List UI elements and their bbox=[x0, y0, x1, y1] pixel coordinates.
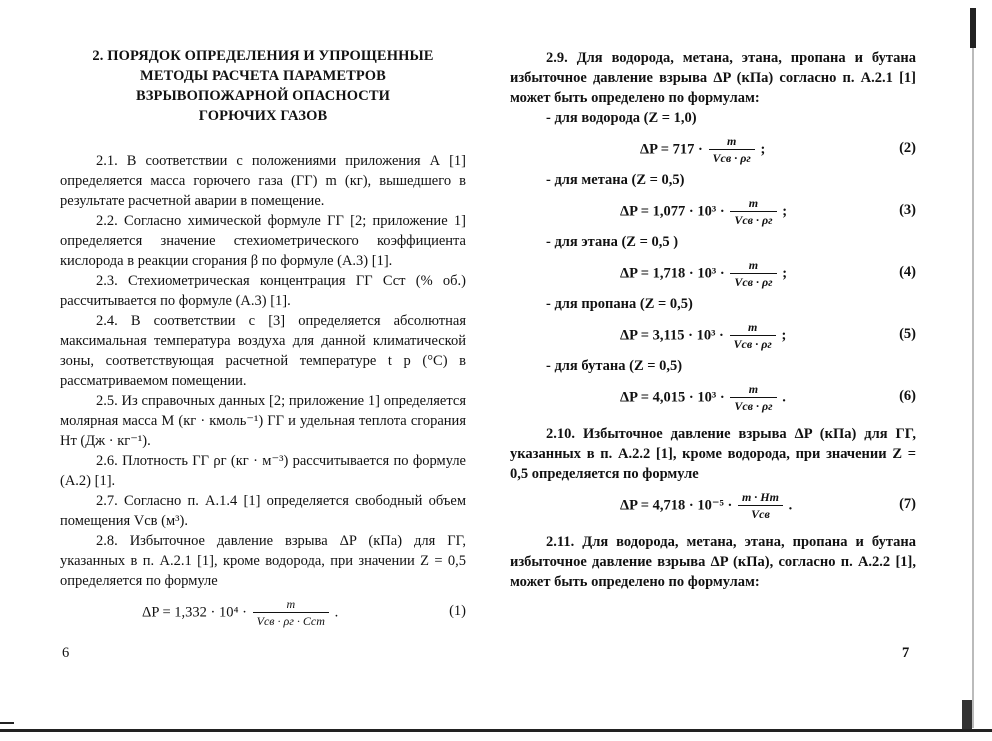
formula-2-lhs: ΔP = 717 · bbox=[640, 141, 703, 158]
formula-7-numerator: m · Hт bbox=[738, 490, 783, 506]
formula-6-expression bbox=[620, 382, 786, 414]
paragraph-2-4: 2.4. В соответствии с [3] определяется абсолютная максимальная температура воздуха для данной климатической зоны, соответствующая расчетной температуре t р (°С) в рассматриваемом помещении. bbox=[60, 313, 466, 389]
scan-edge-bottom-mark bbox=[962, 700, 972, 730]
paragraph-2-6: 2.6. Плотность ГГ ρг (кг · м⁻³) рассчитывается по формуле (А.2) [1]. bbox=[60, 453, 466, 489]
formula-4-lhs: ΔP = 1,718 · 10³ · bbox=[620, 265, 725, 282]
formula-1-fraction bbox=[253, 597, 329, 629]
formula-5-expression bbox=[620, 320, 786, 352]
paragraph-2-9: 2.9. Для водорода, метана, этана, пропана и бутана избыточное давление взрыва ΔP (кПа) согласно п. А.2.1 [1] может быть определено по формулам: bbox=[510, 50, 916, 106]
formula-5-lhs: ΔP = 3,115 · 10³ · bbox=[620, 327, 724, 344]
formula-5-denominator: Vсв · ρг bbox=[733, 337, 772, 351]
formula-5-end: ; bbox=[781, 327, 787, 344]
formula-3-expression bbox=[620, 196, 787, 228]
formula-4-end: ; bbox=[782, 265, 788, 282]
formula-1-numerator: m bbox=[253, 597, 329, 613]
formula-6 bbox=[510, 376, 916, 418]
formula-7-number: (7) bbox=[899, 496, 916, 512]
formula-7-denominator: Vсв bbox=[751, 507, 770, 521]
formula-6-fraction bbox=[730, 382, 776, 414]
formula-1-lhs: ΔP = 1,332 · 10⁴ · bbox=[142, 604, 247, 621]
paragraph-2-2: 2.2. Согласно химической формуле ГГ [2; приложение 1] определяется значение стехиометрического коэффициента кислорода в реакции сгорания β по формуле (А.3) [1]. bbox=[60, 213, 466, 269]
left-page bbox=[60, 0, 466, 633]
left-body bbox=[60, 151, 466, 633]
formula-4-number: (4) bbox=[899, 264, 916, 280]
formula-1 bbox=[60, 591, 466, 633]
formula-6-lhs: ΔP = 4,015 · 10³ · bbox=[620, 389, 725, 406]
formula-6-number: (6) bbox=[899, 388, 916, 404]
formula-5-fraction bbox=[730, 320, 776, 352]
paragraph-2-11: 2.11. Для водорода, метана, этана, пропана и бутана избыточное давление взрыва ΔP (кПа), согласно п. А.2.2 [1], может быть определено по формулам: bbox=[510, 534, 916, 590]
formula-1-expression bbox=[142, 597, 338, 629]
formula-7 bbox=[510, 484, 916, 526]
formula-2 bbox=[510, 128, 916, 170]
formula-3 bbox=[510, 190, 916, 232]
formula-7-end: . bbox=[788, 497, 793, 514]
formula-2-end: ; bbox=[760, 141, 766, 158]
formula-2-denominator: Vсв · ρг bbox=[712, 151, 751, 165]
formula-6-numerator: m bbox=[730, 382, 776, 398]
formula-3-end: ; bbox=[782, 203, 788, 220]
paragraph-2-5: 2.5. Из справочных данных [2; приложение 1] определяется молярная масса M (кг · кмоль⁻¹) ГГ и удельная теплота сгорания Hт (Дж · кг⁻¹). bbox=[60, 393, 466, 449]
formula-2-expression bbox=[640, 134, 765, 166]
formula-3-numerator: m bbox=[730, 196, 776, 212]
case-label-propane: - для пропана (Z = 0,5) bbox=[546, 296, 693, 312]
case-label-butane: - для бутана (Z = 0,5) bbox=[546, 358, 683, 374]
paragraph-2-3: 2.3. Стехиометрическая концентрация ГГ Сст (% об.) рассчитывается по формуле (А.3) [1]. bbox=[60, 273, 466, 309]
paragraph-2-8: 2.8. Избыточное давление взрыва ΔP (кПа) для ГГ, указанных в п. А.2.1 [1], кроме водорода, при значении Z = 0,5 определяется по формуле bbox=[60, 533, 466, 589]
formula-3-denominator: Vсв · ρг bbox=[734, 213, 773, 227]
formula-3-fraction bbox=[730, 196, 776, 228]
right-page bbox=[510, 0, 916, 592]
title-line-4: ГОРЮЧИХ ГАЗОВ bbox=[198, 108, 328, 124]
scan-edge-line bbox=[972, 48, 974, 728]
case-label-ethane: - для этана (Z = 0,5 ) bbox=[546, 234, 679, 250]
formula-4-denominator: Vсв · ρг bbox=[734, 275, 773, 289]
scan-bottom-tick bbox=[0, 722, 14, 724]
case-label-methane: - для метана (Z = 0,5) bbox=[546, 172, 685, 188]
page-number-left: 6 bbox=[62, 645, 70, 661]
formula-2-numerator: m bbox=[709, 134, 755, 150]
formula-7-lhs: ΔP = 4,718 · 10⁻⁵ · bbox=[620, 497, 733, 514]
formula-2-fraction bbox=[709, 134, 755, 166]
paragraph-2-1: 2.1. В соответствии с положениями приложения А [1] определяется масса горючего газа (ГГ) m (кг), вышедшего в результате расчетной аварии в помещение. bbox=[60, 153, 466, 209]
formula-1-denominator: Vсв · ρг · Cст bbox=[256, 614, 325, 628]
formula-4-numerator: m bbox=[730, 258, 776, 274]
formula-7-fraction bbox=[738, 490, 783, 522]
formula-2-number: (2) bbox=[899, 140, 916, 156]
paragraph-2-7: 2.7. Согласно п. А.1.4 [1] определяется свободный объем помещения Vсв (м³). bbox=[60, 493, 466, 529]
section-title bbox=[60, 46, 466, 126]
scan-bottom-rule bbox=[0, 729, 992, 732]
formula-4-expression bbox=[620, 258, 787, 290]
formula-4 bbox=[510, 252, 916, 294]
formula-3-number: (3) bbox=[899, 202, 916, 218]
right-body bbox=[510, 48, 916, 592]
case-label-hydrogen: - для водорода (Z = 1,0) bbox=[546, 110, 697, 126]
formula-6-end: . bbox=[782, 389, 786, 406]
scan-edge-top-mark bbox=[970, 8, 976, 48]
formula-6-denominator: Vсв · ρг bbox=[734, 399, 773, 413]
formula-5-number: (5) bbox=[899, 326, 916, 342]
formula-5 bbox=[510, 314, 916, 356]
formula-3-lhs: ΔP = 1,077 · 10³ · bbox=[620, 203, 725, 220]
formula-1-end: . bbox=[334, 604, 339, 621]
formula-1-number: (1) bbox=[449, 603, 466, 619]
title-line-1: 2. ПОРЯДОК ОПРЕДЕЛЕНИЯ И УПРОЩЕННЫЕ bbox=[92, 48, 434, 64]
title-line-3: ВЗРЫВОПОЖАРНОЙ ОПАСНОСТИ bbox=[135, 88, 391, 104]
page-number-right: 7 bbox=[902, 645, 910, 661]
formula-7-expression bbox=[620, 490, 792, 522]
title-line-2: МЕТОДЫ РАСЧЕТА ПАРАМЕТРОВ bbox=[140, 68, 386, 84]
formula-5-numerator: m bbox=[730, 320, 776, 336]
paragraph-2-10: 2.10. Избыточное давление взрыва ΔP (кПа) для ГГ, указанных в п. А.2.2 [1], кроме водорода, при значении Z = 0,5 определяется по формуле bbox=[510, 426, 916, 482]
formula-4-fraction bbox=[730, 258, 776, 290]
